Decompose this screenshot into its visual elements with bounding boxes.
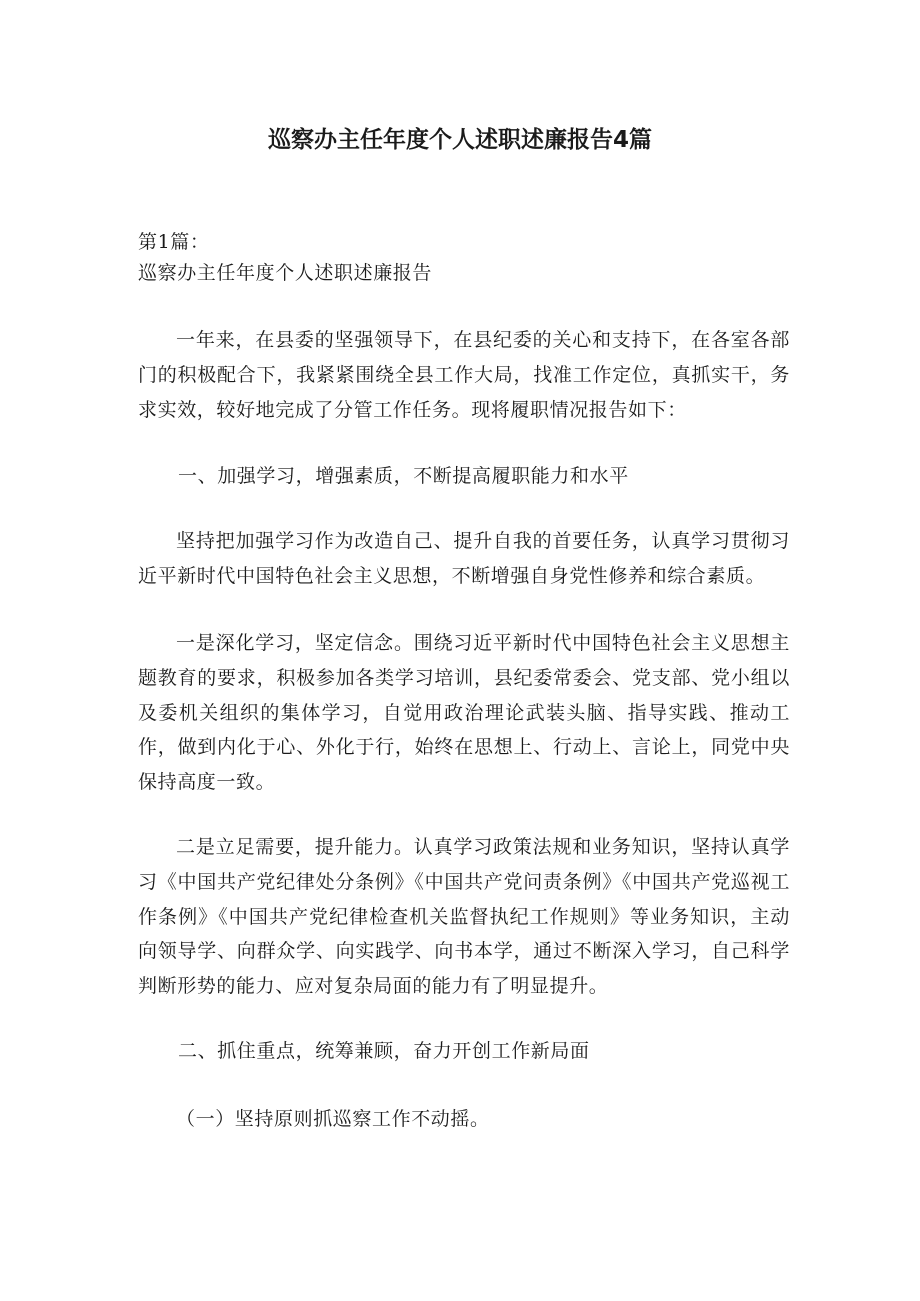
part-label: 第1篇： [138, 231, 210, 253]
section-1-paragraph-1: 坚持把加强学习作为改造自己、提升自我的首要任务，认真学习贯彻习近平新时代中国特色社会主义思想，不断增强自身党性修养和综合素质。 [138, 530, 790, 587]
section-2-subheading-1: （一）坚持原则抓巡察工作不动摇。 [176, 1108, 490, 1130]
document-title: 巡察办主任年度个人述职述廉报告4篇 [267, 127, 652, 153]
intro-paragraph: 一年来，在县委的坚强领导下，在县纪委的关心和支持下，在各室各部门的积极配合下，我紧紧围绕全县工作大局，找准工作定位，真抓实干，务求实效，较好地完成了分管工作任务。现将履职情况报告如下： [138, 329, 790, 421]
section-2-heading: 二、抓住重点，统筹兼顾，奋力开创工作新局面 [178, 1040, 590, 1062]
section-1-paragraph-2: 一是深化学习，坚定信念。围绕习近平新时代中国特色社会主义思想主题教育的要求，积极参加各类学习培训，县纪委常委会、党支部、党小组以及委机关组织的集体学习，自觉用政治理论武装头脑、指导实践、推动工作，做到内化于心、外化于行，始终在思想上、行动上、言论上，同党中央保持高度一致。 [138, 632, 790, 794]
report-subtitle: 巡察办主任年度个人述职述廉报告 [138, 262, 433, 284]
section-1-paragraph-3: 二是立足需要，提升能力。认真学习政策法规和业务知识，坚持认真学习《中国共产党纪律处分条例》《中国共产党问责条例》《中国共产党巡视工作条例》《中国共产党纪律检查机关监督执纪工作规则》等业务知识，主动向领导学、向群众学、向实践学、向书本学，通过不断深入学习，自己科学判断形势的能力、应对复杂局面的能力有了明显提升。 [138, 836, 790, 998]
section-1-heading: 一、加强学习，增强素质，不断提高履职能力和水平 [178, 465, 629, 487]
